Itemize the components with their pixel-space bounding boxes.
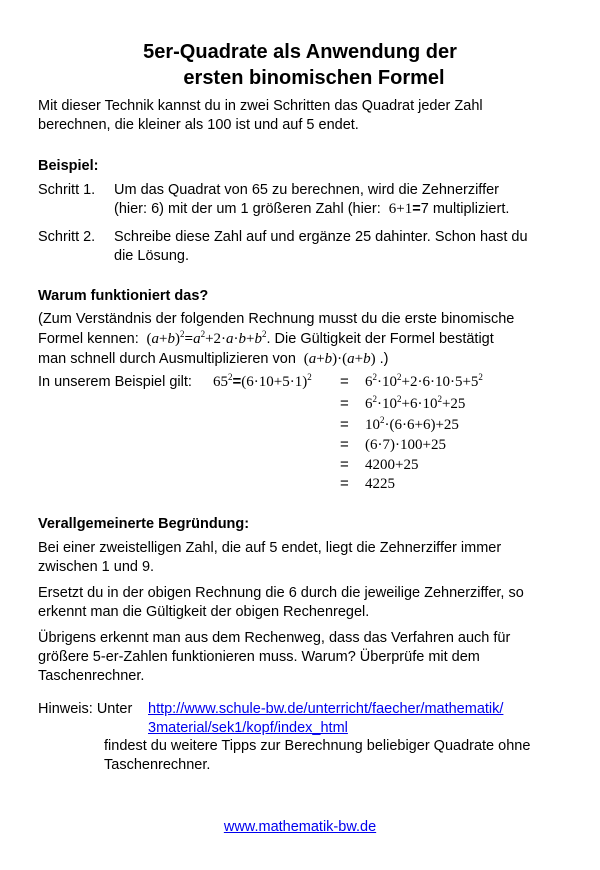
step-2-label: Schritt 2. [38,229,96,245]
why-line-3b: .) [379,351,389,367]
footer-link[interactable]: www.mathematik-bw.de [223,819,377,835]
example-heading: Beispiel: [38,158,99,174]
general-p2-line-1: Ersetzt du in der obigen Rechnung die 6 durch die jeweilige Zehnerziffer, so [38,585,524,601]
step-1-label: Schritt 1. [38,182,96,198]
why-line-3a: man schnell durch Ausmultiplizieren von [38,351,296,367]
general-p3-line-3: Taschenrechner. [38,668,145,684]
footer [0,818,600,837]
calc-equals-2: = [340,395,349,412]
calc-rhs-2: $6^2\cdot 10^2+6\cdot 10^2+25$ [365,394,466,412]
step-1-line-2 [114,200,509,219]
general-paragraph-2 [38,584,524,622]
step-1-line-2a: (hier: 6) mit der um 1 größeren Zahl (hier: [114,201,381,217]
general-p1-line-1: Bei einer zweistelligen Zahl, die auf 5 endet, liegt die Zehnerziffer immer [38,540,502,556]
product-expression: (a+b)·(a+b) [299,351,376,367]
step-1-line-1: Um das Quadrat von 65 zu berechnen, wird die Zehnerziffer [114,182,499,198]
why-line-1: (Zum Verständnis der folgenden Rechnung musst du die erste binomische [38,311,515,327]
intro-line-2: berechnen, die kleiner als 100 ist und auf 5 endet. [38,117,359,133]
calc-rhs-1: $6^2\cdot 10^2+2\cdot 6\cdot 10\cdot 5+5^2$ [365,372,483,390]
general-p2-line-2: erkennt man die Gültigkeit der obigen Rechenregel. [38,604,370,620]
step-2-text [114,228,528,266]
binomial-formula: $(a+b)^2=a^2+2\cdot a\cdot b+b^2$ [142,329,267,347]
calc-equals-4: = [340,436,349,453]
calc-equals-1: = [340,373,349,390]
general-p3-line-1: Übrigens erkennt man aus dem Rechenweg, dass das Verfahren auch für [38,630,511,646]
why-line-2 [38,329,514,349]
why-line-3 [38,349,514,369]
intro-paragraph [38,97,483,135]
hint-link-line-2[interactable]: 3material/sek1/kopf/index_html [148,720,348,736]
why-paragraph [38,309,514,369]
calc-equals-3: = [340,416,349,433]
step-1-equals: = [412,201,421,217]
calc-rhs-6: 4225 [365,476,395,492]
title-line-2: ersten binomischen Formel [183,67,445,89]
step-1-math: 6+1 [388,201,413,217]
why-heading: Warum funktioniert das? [38,288,209,304]
general-heading: Verallgemeinerte Begründung: [38,516,250,532]
calc-equals-6: = [340,475,349,492]
hint-text-line-2: Taschenrechner. [104,757,211,773]
calc-lhs: $65^2=(6\cdot 10+5\cdot 1)^2$ [213,372,312,390]
calc-rhs-3: $10^2\cdot(6\cdot 6+6)+25$ [365,415,459,433]
hint-link-line-1[interactable]: http://www.schule-bw.de/unterricht/faecher/mathematik/ [148,701,504,717]
step-1-result: 7 [420,201,429,217]
step-1-line-2b: multipliziert. [428,201,510,217]
general-p3-line-2: größere 5-er-Zahlen funktionieren muss. Warum? Überprüfe mit dem [38,649,480,665]
page-title [0,39,600,91]
step-2-line-1: Schreibe diese Zahl auf und ergänze 25 dahinter. Schon hast du [114,229,528,245]
why-line-2b: . Die Gültigkeit der Formel bestätigt [266,331,494,347]
calc-equals-5: = [340,456,349,473]
step-2-line-2: die Lösung. [114,248,189,264]
intro-line-1: Mit dieser Technik kannst du in zwei Schritten das Quadrat jeder Zahl [38,98,483,114]
why-line-2a: Formel kennen: [38,331,139,347]
hint-label: Hinweis: Unter [38,701,133,717]
hint-text [104,737,530,775]
hint-text-line-1: findest du weitere Tipps zur Berechnung beliebiger Quadrate ohne [104,738,531,754]
general-p1-line-2: zwischen 1 und 9. [38,559,155,575]
calc-intro: In unserem Beispiel gilt: [38,374,192,390]
step-1-text [114,181,509,219]
title-line-1: 5er-Quadrate als Anwendung der [143,41,457,63]
calc-rhs-5: 4200+25 [365,457,419,473]
hint-link[interactable] [148,700,503,738]
calc-rhs-4: (6·7)·100+25 [365,437,446,453]
general-paragraph-1 [38,539,501,577]
general-paragraph-3 [38,629,510,686]
